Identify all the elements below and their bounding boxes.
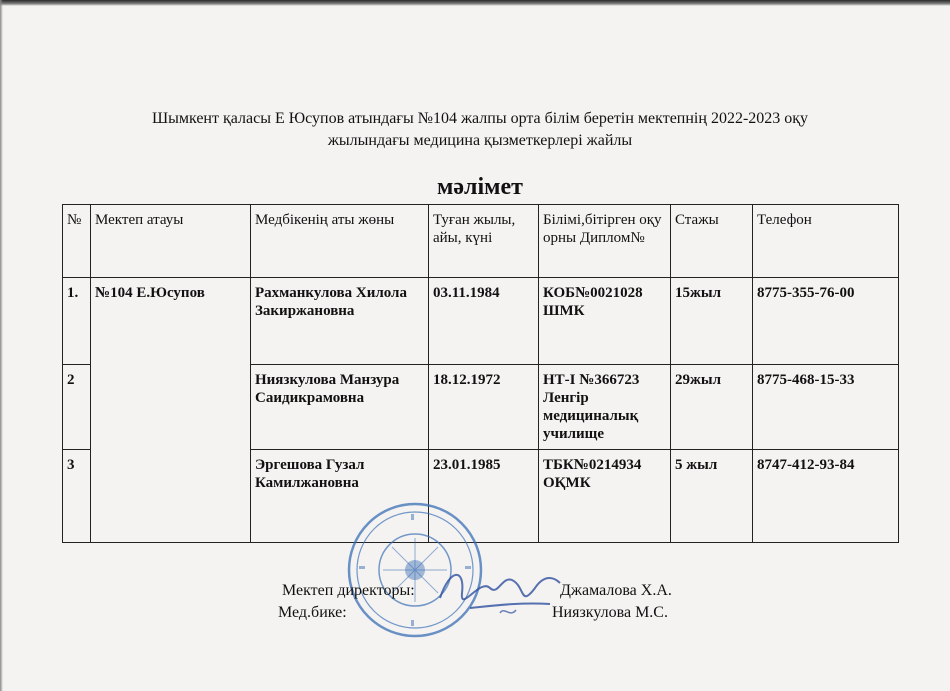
- scan-edge-top: [0, 0, 950, 6]
- header-birth-date: Туған жылы, айы, күні: [429, 205, 539, 278]
- row-number: 2: [63, 365, 91, 450]
- row-number: 1.: [63, 278, 91, 365]
- experience: 29жыл: [671, 365, 753, 450]
- scan-edge-left: [0, 0, 3, 691]
- header-nurse-name: Медбікенің аты жөны: [251, 205, 429, 278]
- header-phone: Телефон: [753, 205, 899, 278]
- education: ТБК№0214934 ОҚМК: [539, 450, 671, 543]
- experience: 5 жыл: [671, 450, 753, 543]
- phone: 8747-412-93-84: [753, 450, 899, 543]
- nurse-name: Рахманкулова Хилола Закиржановна: [251, 278, 429, 365]
- signature-block: [278, 580, 732, 624]
- document-subtitle: мәлімет: [437, 174, 523, 200]
- education: НТ-I №366723 Ленгір медициналық училище: [539, 365, 671, 450]
- director-name: Джамалова Х.А.: [560, 582, 672, 599]
- director-signature-row: [282, 580, 732, 602]
- nurse-name: Ниязкулова Манзура Саидикрамовна: [251, 365, 429, 450]
- header-school: Мектеп атауы: [91, 205, 251, 278]
- nurse-name-signature: Ниязкулова М.С.: [552, 604, 668, 621]
- header-education: Білімі,бітірген оқу орны Диплом№: [539, 205, 671, 278]
- header-experience: Стажы: [671, 205, 753, 278]
- table-header-row: [63, 205, 899, 278]
- document-heading: [70, 108, 890, 152]
- heading-line-2: жылындағы медицина қызметкерлері жайлы: [327, 132, 633, 149]
- nurse-signature-row: [278, 602, 732, 624]
- nurse-label: Мед.бике:: [278, 604, 347, 621]
- header-number: №: [63, 205, 91, 278]
- birth-date: 23.01.1985: [429, 450, 539, 543]
- nurse-name: Эргешова Гузал Камилжановна: [251, 450, 429, 543]
- staff-table: [62, 204, 899, 543]
- experience: 15жыл: [671, 278, 753, 365]
- heading-line-1: Шымкент қаласы Е Юсупов атындағы №104 жалпы орта білім беретін мектепнің 2022-2023 оқу: [151, 110, 809, 127]
- director-label: Мектеп директоры:: [282, 582, 415, 599]
- phone: 8775-468-15-33: [753, 365, 899, 450]
- phone: 8775-355-76-00: [753, 278, 899, 365]
- row-number: 3: [63, 450, 91, 543]
- school-name: №104 Е.Юсупов: [91, 278, 251, 543]
- education: КОБ№0021028 ШМК: [539, 278, 671, 365]
- birth-date: 03.11.1984: [429, 278, 539, 365]
- birth-date: 18.12.1972: [429, 365, 539, 450]
- table-row: [63, 278, 899, 365]
